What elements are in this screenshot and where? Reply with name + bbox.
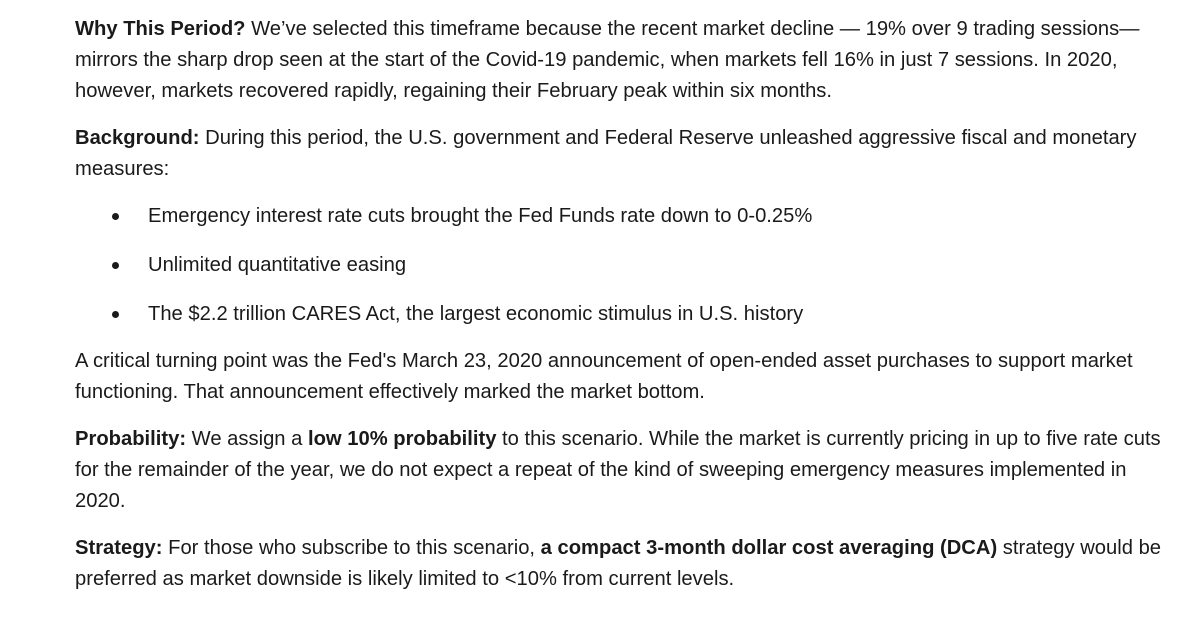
bullet-icon — [112, 311, 119, 318]
probability-paragraph — [75, 424, 1175, 517]
turning-point-paragraph: A critical turning point was the Fed's March 23, 2020 announcement of open-ended asset purchases to support market functioning. That announcement effectively marked the market bottom. — [75, 350, 1133, 403]
why-period-heading: Why This Period? — [75, 18, 246, 40]
list-item-text: The $2.2 trillion CARES Act, the largest economic stimulus in U.S. history — [148, 303, 804, 325]
strategy-text-after: strategy would be preferred as market downside is likely limited to <10% from current levels. — [75, 537, 1162, 590]
strategy-heading: Strategy: — [75, 537, 163, 559]
list-item-text: Emergency interest rate cuts brought the Fed Funds rate down to 0-0.25% — [148, 205, 813, 227]
background-text: During this period, the U.S. government and Federal Reserve unleashed aggressive fiscal and monetary measures: — [75, 127, 1137, 180]
measures-list — [75, 201, 1175, 330]
background-heading: Background: — [75, 127, 200, 149]
strategy-text-before: For those who subscribe to this scenario, — [162, 537, 541, 559]
probability-text-before: We assign a — [186, 428, 308, 450]
bullet-icon — [112, 262, 119, 269]
probability-text-after: to this scenario. While the market is currently pricing in up to five rate cuts for the remainder of the year, we do not expect a repeat of the kind of sweeping emergency measures implemented in 2020. — [75, 428, 1161, 512]
list-item — [75, 201, 1175, 232]
background-paragraph — [75, 123, 1175, 185]
probability-heading: Probability: — [75, 428, 187, 450]
why-period-text: We’ve selected this timeframe because the recent market decline — 19% over 9 trading sessions—mirrors the sharp drop seen at the start of the Covid-19 pandemic, when markets fell 16% in just 7 sessions. In 2020, however, markets recovered rapidly, regaining their February peak within six months. — [75, 18, 1140, 102]
bullet-icon — [112, 213, 119, 220]
list-item-text: Unlimited quantitative easing — [148, 254, 407, 276]
list-item — [75, 250, 1175, 281]
strategy-paragraph — [75, 533, 1175, 595]
list-item — [75, 299, 1175, 330]
strategy-emphasis: a compact 3-month dollar cost averaging (DCA) — [540, 537, 998, 559]
probability-emphasis: low 10% probability — [307, 428, 497, 450]
why-period-paragraph — [75, 14, 1175, 107]
document-body — [75, 14, 1175, 611]
